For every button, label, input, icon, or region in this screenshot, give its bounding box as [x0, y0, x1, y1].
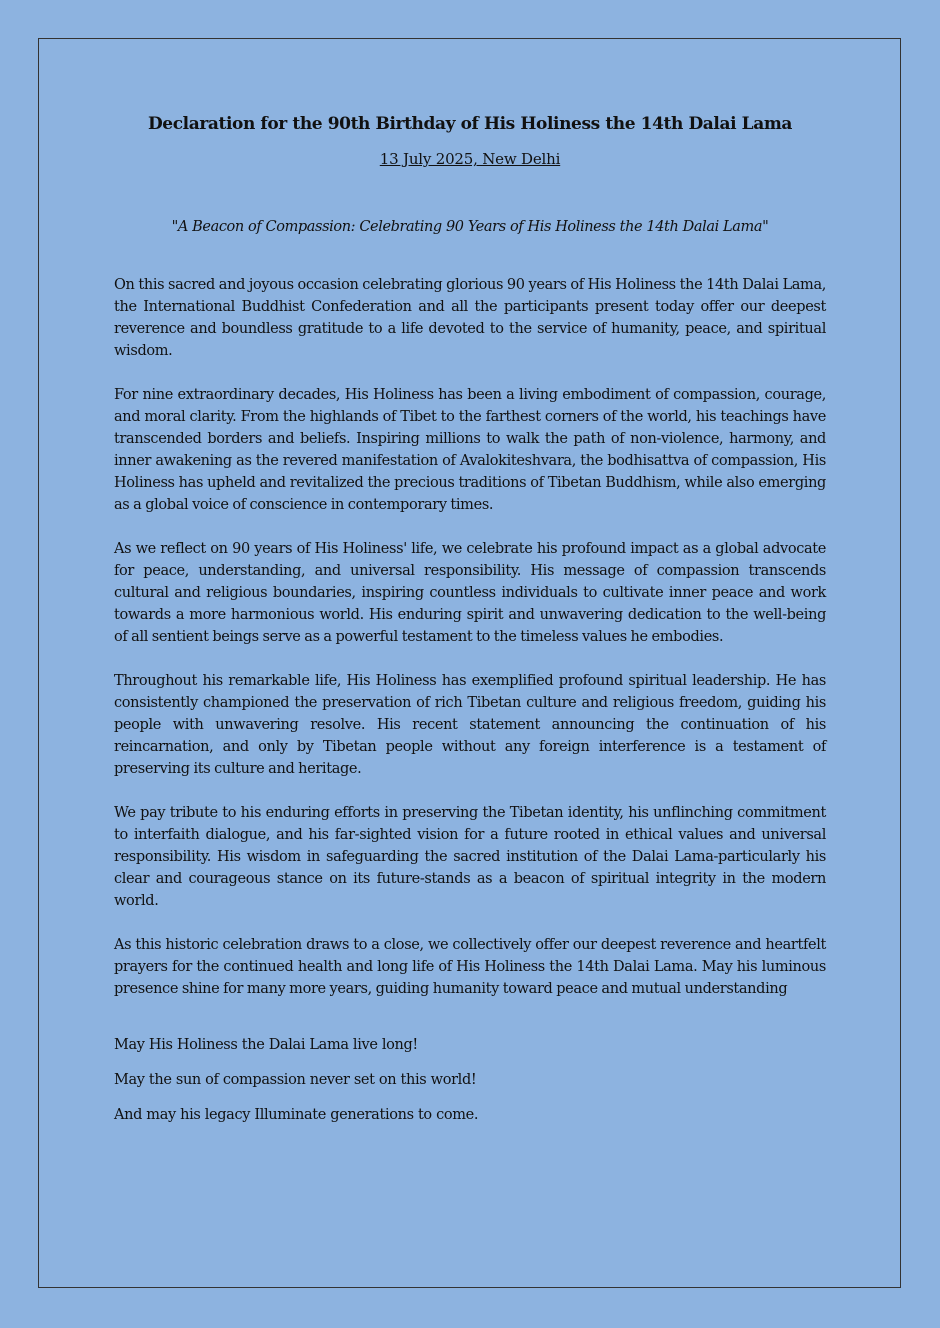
- closing-line-1: May His Holiness the Dalai Lama live long!: [114, 1037, 418, 1053]
- closing-line-3: And may his legacy Illuminate generations to come.: [114, 1107, 479, 1123]
- document-title: Declaration for the 90th Birthday of His Holiness the 14th Dalai Lama: [147, 114, 793, 134]
- document-subtitle: "A Beacon of Compassion: Celebrating 90 Years of His Holiness the 14th Dalai Lama": [171, 219, 769, 235]
- closing-blessings: [114, 1034, 826, 1126]
- paragraph-1: On this sacred and joyous occasion celebrating glorious 90 years of His Holiness the 14th Dalai Lama, the International Buddhist Confederation and all the participants present today offer our deepest reverence and boundless gratitude to a life devoted to the service of humanity, peace, and spiritual wisdom.: [114, 277, 826, 359]
- paragraph-3: As we reflect on 90 years of His Holiness' life, we celebrate his profound impact as a global advocate for peace, understanding, and universal responsibility. His message of compassion transcends cultural and religious boundaries, inspiring countless individuals to cultivate inner peace and work towards a more harmonious world. His enduring spirit and unwavering dedication to the well-being of all sentient beings serve as a powerful testament to the timeless values he embodies.: [114, 541, 826, 645]
- paragraph-6: As this historic celebration draws to a close, we collectively offer our deepest reverence and heartfelt prayers for the continued health and long life of His Holiness the 14th Dalai Lama. May his luminous presence shine for many more years, guiding humanity toward peace and mutual understanding: [114, 937, 826, 997]
- declaration-document: [114, 112, 826, 1139]
- paragraph-2: For nine extraordinary decades, His Holiness has been a living embodiment of compassion, courage, and moral clarity. From the highlands of Tibet to the farthest corners of the world, his teachings have transcended borders and beliefs. Inspiring millions to walk the path of non-violence, harmony, and inner awakening as the revered manifestation of Avalokiteshvara, the bodhisattva of compassion, His Holiness has upheld and revitalized the precious traditions of Tibetan Buddhism, while also emerging as a global voice of conscience in contemporary times.: [114, 387, 826, 513]
- date-location-line: [114, 149, 826, 169]
- body-paragraphs: [114, 274, 826, 1000]
- paragraph-4: Throughout his remarkable life, His Holiness has exemplified profound spiritual leadership. He has consistently championed the preservation of rich Tibetan culture and religious freedom, guiding his people with unwavering resolve. His recent statement announcing the continuation of his reincarnation, and only by Tibetan people without any foreign interference is a testament of preserving its culture and heritage.: [114, 673, 826, 777]
- paragraph-5: We pay tribute to his enduring efforts in preserving the Tibetan identity, his unflinching commitment to interfaith dialogue, and his far-sighted vision for a future rooted in ethical values and universal responsibility. His wisdom in safeguarding the sacred institution of the Dalai Lama-particularly his clear and courageous stance on its future-stands as a beacon of spiritual integrity in the modern world.: [114, 805, 826, 909]
- closing-line-2: May the sun of compassion never set on this world!: [114, 1072, 477, 1088]
- date-location: 13 July 2025, New Delhi: [379, 150, 561, 168]
